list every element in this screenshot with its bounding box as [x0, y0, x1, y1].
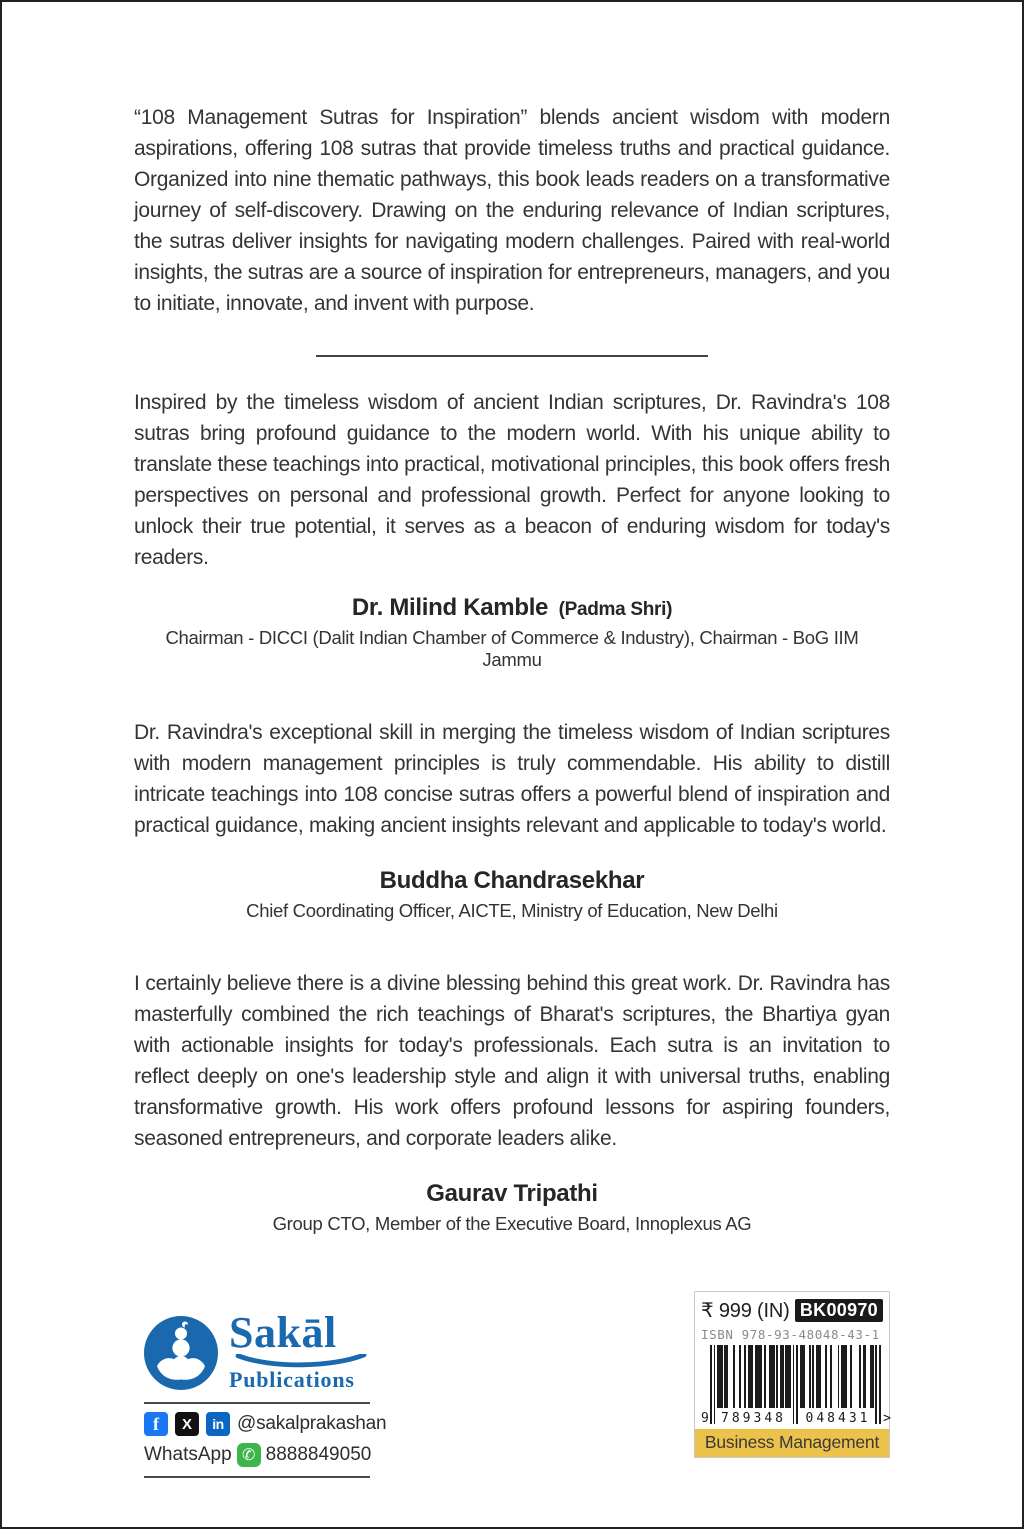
- endorsement-text: Inspired by the timeless wisdom of ancient Indian scriptures, Dr. Ravindra's 108 sutras bring profound guidance to the modern world. With his unique ability to translate these teachings into practical, motivational principles, this book offers fresh perspectives on personal and professional growth. Perfect for anyone looking to unlock their true potential, it serves as a beacon of enduring wisdom for today's readers.: [134, 391, 890, 569]
- barcode-suffix: >: [883, 1411, 891, 1426]
- endorser-honorific: (Padma Shri): [558, 599, 673, 620]
- endorser-name-line: [134, 1180, 890, 1208]
- endorser-name-line: [134, 867, 890, 895]
- publisher-name: Sakāl: [229, 1308, 337, 1357]
- endorser-title: Chairman - DICCI (Dalit Indian Chamber of Commerce & Industry), Chairman - BoG IIM Jammu: [165, 627, 859, 670]
- section-divider: [316, 355, 708, 357]
- barcode-digit-group2: 048431: [802, 1411, 874, 1426]
- social-row: [144, 1412, 387, 1436]
- publisher-logo: [144, 1308, 370, 1392]
- footer-rule-bottom: [144, 1476, 370, 1478]
- sales-panel: [694, 1291, 890, 1458]
- whatsapp-label: WhatsApp: [144, 1444, 232, 1465]
- barcode-digit-group1: 789348: [717, 1411, 790, 1426]
- whatsapp-icon: ✆: [237, 1443, 261, 1467]
- sku-badge: BK00970: [795, 1299, 883, 1322]
- isbn-text: ISBN 978-93-48048-43-1: [701, 1327, 880, 1342]
- footer: [134, 1291, 890, 1486]
- endorser-name: Dr. Milind Kamble: [351, 594, 549, 621]
- publisher-division: Publications: [229, 1367, 355, 1392]
- barcode-digit-lead: 9: [701, 1411, 709, 1426]
- endorser-name: Gaurav Tripathi: [426, 1180, 598, 1207]
- logo-swoosh-icon: [229, 1354, 373, 1368]
- barcode-digits: [701, 1410, 891, 1426]
- publisher-block: [144, 1308, 387, 1486]
- facebook-icon: f: [144, 1412, 168, 1436]
- barcode: [701, 1345, 891, 1426]
- synopsis-paragraph: “108 Management Sutras for Inspiration” blends ancient wisdom with modern aspirations, offering 108 sutras that provide timeless truths and practical guidance. Organized into nine thematic pathways, this book leads readers on a transformative journey of self-discovery. Drawing on the enduring relevance of Indian scriptures, the sutras deliver insights for navigating modern challenges. Paired with real-world insights, the sutras are a source of inspiration for entrepreneurs, managers, and you to initiate, innovate, and invent with purpose.: [134, 106, 890, 315]
- endorser-title: Group CTO, Member of the Executive Board, Innoplexus AG: [272, 1213, 752, 1234]
- endorsement-text: I certainly believe there is a divine blessing behind this great work. Dr. Ravindra has masterfully combined the rich teachings of Bharat's scriptures, the Bhartiya gyan with actionable insights for today's professionals. Each sutra is an invitation to reflect deeply on one's leadership style and align it with universal truths, enabling transformative growth. His work offers profound lessons for aspiring founders, seasoned entrepreneurs, and corporate leaders alike.: [134, 972, 890, 1150]
- endorser-title: Chief Coordinating Officer, AICTE, Ministry of Education, New Delhi: [246, 900, 778, 921]
- endorsement-text: Dr. Ravindra's exceptional skill in merging the timeless wisdom of Indian scriptures with modern management principles is truly commendable. His ability to distill intricate teachings into 108 concise sutras offers a powerful blend of inspiration and practical guidance, making ancient insights relevant and applicable to today's world.: [134, 721, 890, 837]
- x-twitter-icon: X: [175, 1412, 199, 1436]
- endorser-name-line: [134, 594, 890, 622]
- endorser-name: Buddha Chandrasekhar: [379, 867, 645, 894]
- social-handle: @sakalprakashan: [237, 1413, 387, 1434]
- whatsapp-number: 8888849050: [265, 1444, 372, 1465]
- sakal-person-logo-icon: [144, 1316, 218, 1390]
- price: ₹ 999 (IN): [701, 1300, 790, 1322]
- footer-rule-top: [144, 1402, 370, 1404]
- whatsapp-row: [144, 1443, 370, 1467]
- category-strip: Business Management: [695, 1429, 889, 1457]
- linkedin-icon: in: [206, 1412, 230, 1436]
